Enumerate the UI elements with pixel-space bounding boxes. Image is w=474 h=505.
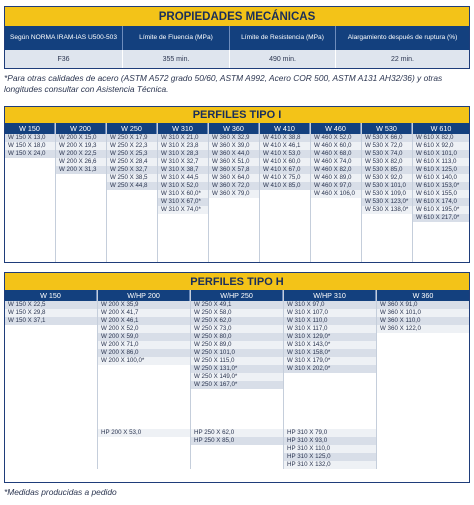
empty-cell [362,230,412,238]
empty-cell [5,174,55,182]
profile-cell: W 310 X 97,0 [284,301,376,309]
profile-cell: W 150 X 37,1 [5,317,97,325]
profile-cell: W 360 X 32,9 [209,134,259,142]
column-header: W 460 [311,123,361,134]
empty-cell [158,246,208,254]
empty-cell [284,381,376,389]
column-header: W/HP 310 [284,290,376,301]
profile-cell: HP 310 X 110,0 [284,445,376,453]
profile-cell: W 460 X 97,0 [311,182,361,190]
empty-cell [284,373,376,381]
profile-cell: W 310 X 74,0* [158,206,208,214]
profile-cell: W 200 X 19,3 [56,142,106,150]
profile-cell: W 200 X 15,0 [56,134,106,142]
empty-cell [56,222,106,230]
profile-cell: W 310 X 28,3 [158,150,208,158]
empty-cell [5,357,97,365]
empty-cell [158,230,208,238]
tipoh-column [284,290,377,469]
empty-cell [5,397,97,405]
profile-cell: W 530 X 123,0* [362,198,412,206]
propiedades-mecanicas-table [4,6,470,69]
profile-cell: W 250 X 25,3 [107,150,157,158]
profile-cell: W 250 X 115,0 [191,357,283,365]
empty-cell [311,254,361,262]
column-header: W 150 [5,123,55,134]
profile-cell: W 250 X 167,0* [191,381,283,389]
profile-cell: W 310 X 60,0* [158,190,208,198]
profile-cell: W 460 X 89,0 [311,174,361,182]
empty-cell [56,206,106,214]
profile-cell: W 530 X 92,0 [362,174,412,182]
empty-cell [5,230,55,238]
empty-cell [377,381,469,389]
value-alargamiento: 22 min. [336,50,469,68]
empty-cell [98,365,190,373]
empty-cell [413,222,469,230]
profile-cell: W 360 X 64,0 [209,174,259,182]
empty-cell [107,190,157,198]
empty-cell [191,413,283,421]
empty-cell [5,461,97,469]
profile-cell: W 610 X 82,0 [413,134,469,142]
profile-cell: W 310 X 23,8 [158,142,208,150]
profile-cell: W 530 X 109,0 [362,190,412,198]
empty-cell [209,238,259,246]
empty-cell [362,222,412,230]
empty-cell [107,230,157,238]
profile-cell: W 360 X 110,0 [377,317,469,325]
empty-cell [284,389,376,397]
value-resistencia: 490 min. [230,50,336,68]
profile-cell: W 610 X 125,0 [413,166,469,174]
empty-cell [377,461,469,469]
column-header: W 360 [209,123,259,134]
profile-cell: W 310 X 21,0 [158,134,208,142]
empty-cell [5,429,97,437]
profile-cell: HP 250 X 62,0 [191,429,283,437]
empty-cell [5,222,55,230]
empty-cell [5,206,55,214]
profile-cell: W 410 X 67,0 [260,166,310,174]
empty-cell [56,174,106,182]
empty-cell [98,373,190,381]
empty-cell [5,349,97,357]
column-header: W 530 [362,123,412,134]
profile-cell: W 410 X 85,0 [260,182,310,190]
empty-cell [191,389,283,397]
profile-cell: W 250 X 62,0 [191,317,283,325]
profile-cell: W 360 X 72,0 [209,182,259,190]
empty-cell [377,357,469,365]
profile-cell: HP 310 X 93,0 [284,437,376,445]
empty-cell [158,222,208,230]
empty-cell [209,214,259,222]
profile-cell: W 360 X 51,0 [209,158,259,166]
profile-cell: W 610 X 195,0* [413,206,469,214]
profile-cell: W 200 X 41,7 [98,309,190,317]
empty-cell [107,238,157,246]
profile-cell: W 250 X 44,8 [107,182,157,190]
empty-cell [56,254,106,262]
profile-cell: W 200 X 71,0 [98,341,190,349]
empty-cell [5,437,97,445]
empty-cell [377,429,469,437]
empty-cell [5,373,97,381]
profile-cell: W 250 X 73,0 [191,325,283,333]
empty-cell [377,341,469,349]
empty-cell [5,182,55,190]
profile-cell: W 610 X 174,0 [413,198,469,206]
empty-cell [377,333,469,341]
profile-cell: W 410 X 75,0 [260,174,310,182]
tipoh-column [377,290,469,469]
profile-cell: W 150 X 22,5 [5,301,97,309]
empty-cell [191,397,283,405]
empty-cell [377,365,469,373]
empty-cell [362,254,412,262]
profile-cell: W 310 X 110,0 [284,317,376,325]
empty-cell [413,254,469,262]
profile-cell: W 250 X 89,0 [191,341,283,349]
profile-cell: W 310 X 129,0* [284,333,376,341]
empty-cell [377,397,469,405]
empty-cell [98,413,190,421]
spacer-row [377,421,469,429]
empty-cell [107,206,157,214]
tipo1-column [209,123,260,262]
tipo1-column [107,123,158,262]
empty-cell [413,246,469,254]
empty-cell [260,198,310,206]
column-header: W 360 [377,290,469,301]
empty-cell [377,373,469,381]
profile-cell: W 310 X 67,0* [158,198,208,206]
empty-cell [377,405,469,413]
empty-cell [98,381,190,389]
empty-cell [5,445,97,453]
empty-cell [209,230,259,238]
profile-cell: HP 310 X 132,0 [284,461,376,469]
tipoh-column [191,290,284,469]
profile-cell: W 200 X 26,6 [56,158,106,166]
empty-cell [98,445,190,453]
profile-cell: W 460 X 106,0 [311,190,361,198]
column-header: W 410 [260,123,310,134]
empty-cell [311,230,361,238]
profile-cell: W 310 X 202,0* [284,365,376,373]
tipo1-column [413,123,469,262]
empty-cell [209,246,259,254]
empty-cell [311,214,361,222]
empty-cell [191,461,283,469]
empty-cell [377,413,469,421]
tipo1-column [158,123,209,262]
profile-cell: W 200 X 100,0* [98,357,190,365]
profile-cell: W 250 X 101,0 [191,349,283,357]
profile-cell: W 310 X 38,7 [158,166,208,174]
profile-cell: W 360 X 44,0 [209,150,259,158]
empty-cell [107,222,157,230]
empty-cell [260,206,310,214]
profile-cell: W 310 X 179,0* [284,357,376,365]
empty-cell [5,214,55,222]
empty-cell [5,413,97,421]
profile-cell: W 250 X 58,0 [191,309,283,317]
profile-cell: W 150 X 18,0 [5,142,55,150]
value-norma: F36 [5,50,123,68]
tipo-i-title: PERFILES TIPO I [5,107,469,123]
profile-cell: W 410 X 53,0 [260,150,310,158]
empty-cell [191,445,283,453]
empty-cell [98,437,190,445]
profile-cell: W 360 X 122,0 [377,325,469,333]
empty-cell [260,214,310,222]
empty-cell [209,254,259,262]
spacer-row [98,421,190,429]
profile-cell: W 250 X 49,1 [191,301,283,309]
empty-cell [158,238,208,246]
header-fluencia: Límite de Fluencia (MPa) [123,26,230,50]
profile-cell: W 150 X 24,0 [5,150,55,158]
column-header: W/HP 200 [98,290,190,301]
note-otras-calidades: *Para otras calidades de acero (ASTM A572 grado 50/60, ASTM A992, Acero COR 500, ASTM A131 AH32/36) y otras longitudes consultar con Asistencia Técnica. [4,73,443,94]
propiedades-title: PROPIEDADES MECÁNICAS [5,7,469,26]
tipo-i-grid [5,123,469,262]
empty-cell [56,230,106,238]
header-resistencia: Límite de Resistencia (MPa) [230,26,336,50]
empty-cell [377,445,469,453]
empty-cell [260,238,310,246]
empty-cell [362,238,412,246]
profile-cell: W 610 X 217,0* [413,214,469,222]
profile-cell: W 530 X 138,0* [362,206,412,214]
profile-cell: HP 310 X 79,0 [284,429,376,437]
profile-cell: W 250 X 17,9 [107,134,157,142]
empty-cell [284,405,376,413]
empty-cell [311,206,361,214]
empty-cell [98,389,190,397]
profile-cell: W 610 X 140,0 [413,174,469,182]
profile-cell: W 200 X 52,0 [98,325,190,333]
profile-cell: W 610 X 92,0 [413,142,469,150]
profile-cell: W 200 X 59,0 [98,333,190,341]
tipo1-column [260,123,311,262]
empty-cell [311,238,361,246]
profile-cell: W 410 X 60,0 [260,158,310,166]
profile-cell: W 310 X 44,5 [158,174,208,182]
profile-cell: HP 200 X 53,0 [98,429,190,437]
note-medidas-pedido: *Medidas producidas a pedido [4,487,117,497]
profile-cell: W 310 X 117,0 [284,325,376,333]
profile-cell: W 250 X 28,4 [107,158,157,166]
empty-cell [5,238,55,246]
profile-cell: W 250 X 32,7 [107,166,157,174]
profile-cell: HP 250 X 85,0 [191,437,283,445]
empty-cell [5,325,97,333]
profile-cell: W 410 X 38,8 [260,134,310,142]
empty-cell [413,238,469,246]
perfiles-tipo-i-table [4,106,470,263]
empty-cell [377,389,469,397]
tipo-h-title: PERFILES TIPO H [5,273,469,290]
empty-cell [56,246,106,254]
profile-cell: W 530 X 82,0 [362,158,412,166]
profile-cell: W 200 X 86,0 [98,349,190,357]
column-header: W 610 [413,123,469,134]
spacer-row [5,421,97,429]
profile-cell: W 310 X 52,0 [158,182,208,190]
profile-cell: W 150 X 13,0 [5,134,55,142]
empty-cell [191,453,283,461]
profile-cell: W 360 X 79,0 [209,190,259,198]
profile-cell: W 530 X 66,0 [362,134,412,142]
profile-cell: HP 310 X 125,0 [284,453,376,461]
perfiles-tipo-h-table [4,272,470,483]
profile-cell: W 250 X 131,0* [191,365,283,373]
empty-cell [98,453,190,461]
profile-cell: W 360 X 39,0 [209,142,259,150]
empty-cell [311,222,361,230]
empty-cell [191,405,283,413]
profile-cell: W 610 X 101,0 [413,150,469,158]
empty-cell [5,254,55,262]
profile-cell: W 250 X 149,0* [191,373,283,381]
profile-cell: W 310 X 143,0* [284,341,376,349]
spacer-row [284,421,376,429]
value-fluencia: 355 min. [123,50,230,68]
empty-cell [5,341,97,349]
empty-cell [5,246,55,254]
profile-cell: W 530 X 85,0 [362,166,412,174]
empty-cell [98,405,190,413]
profile-cell: W 460 X 52,0 [311,134,361,142]
empty-cell [209,206,259,214]
empty-cell [107,214,157,222]
tipoh-column [5,290,98,469]
profile-cell: W 310 X 107,0 [284,309,376,317]
profile-cell: W 410 X 46,1 [260,142,310,150]
profile-cell: W 610 X 153,0* [413,182,469,190]
header-alargamiento: Alargamiento después de ruptura (%) [336,26,469,50]
empty-cell [98,397,190,405]
column-header: W 250 [107,123,157,134]
empty-cell [158,214,208,222]
empty-cell [209,222,259,230]
profile-cell: W 460 X 82,0 [311,166,361,174]
empty-cell [413,230,469,238]
profile-cell: W 250 X 80,0 [191,333,283,341]
profile-cell: W 200 X 46,1 [98,317,190,325]
profile-cell: W 360 X 101,0 [377,309,469,317]
profile-cell: W 610 X 155,0 [413,190,469,198]
profile-cell: W 150 X 29,8 [5,309,97,317]
profile-cell: W 460 X 68,0 [311,150,361,158]
empty-cell [56,182,106,190]
empty-cell [377,453,469,461]
empty-cell [5,453,97,461]
empty-cell [107,198,157,206]
empty-cell [362,214,412,222]
empty-cell [284,397,376,405]
empty-cell [5,190,55,198]
empty-cell [5,405,97,413]
empty-cell [5,158,55,166]
profile-cell: W 250 X 38,5 [107,174,157,182]
empty-cell [56,238,106,246]
empty-cell [5,365,97,373]
profile-cell: W 460 X 74,0 [311,158,361,166]
column-header: W/HP 250 [191,290,283,301]
empty-cell [5,381,97,389]
profile-cell: W 200 X 22,5 [56,150,106,158]
empty-cell [311,198,361,206]
tipo-h-grid [5,290,469,469]
empty-cell [5,389,97,397]
profile-cell: W 360 X 91,0 [377,301,469,309]
column-header: W 200 [56,123,106,134]
profile-cell: W 460 X 60,0 [311,142,361,150]
spacer-row [191,421,283,429]
empty-cell [362,246,412,254]
profile-cell: W 360 X 57,8 [209,166,259,174]
tipo1-column [56,123,107,262]
empty-cell [260,254,310,262]
column-header: W 310 [158,123,208,134]
empty-cell [158,254,208,262]
empty-cell [311,246,361,254]
profile-cell: W 310 X 32,7 [158,158,208,166]
empty-cell [56,214,106,222]
empty-cell [107,254,157,262]
profile-cell: W 250 X 22,3 [107,142,157,150]
empty-cell [260,190,310,198]
header-norma: Según NORMA IRAM-IAS U500-503 [5,26,123,50]
profile-cell: W 530 X 72,0 [362,142,412,150]
empty-cell [260,230,310,238]
tipo1-column [311,123,362,262]
empty-cell [377,349,469,357]
empty-cell [260,222,310,230]
profile-cell: W 530 X 101,0 [362,182,412,190]
empty-cell [377,437,469,445]
profile-cell: W 200 X 35,9 [98,301,190,309]
column-header: W 150 [5,290,97,301]
profile-cell: W 610 X 113,0 [413,158,469,166]
tipoh-column [98,290,191,469]
empty-cell [260,246,310,254]
empty-cell [56,190,106,198]
empty-cell [107,246,157,254]
empty-cell [98,461,190,469]
tipo1-column [362,123,413,262]
profile-cell: W 530 X 74,0 [362,150,412,158]
tipo1-column [5,123,56,262]
empty-cell [56,198,106,206]
empty-cell [5,166,55,174]
profile-cell: W 310 X 158,0* [284,349,376,357]
empty-cell [5,333,97,341]
empty-cell [5,198,55,206]
empty-cell [284,413,376,421]
empty-cell [209,198,259,206]
profile-cell: W 200 X 31,3 [56,166,106,174]
